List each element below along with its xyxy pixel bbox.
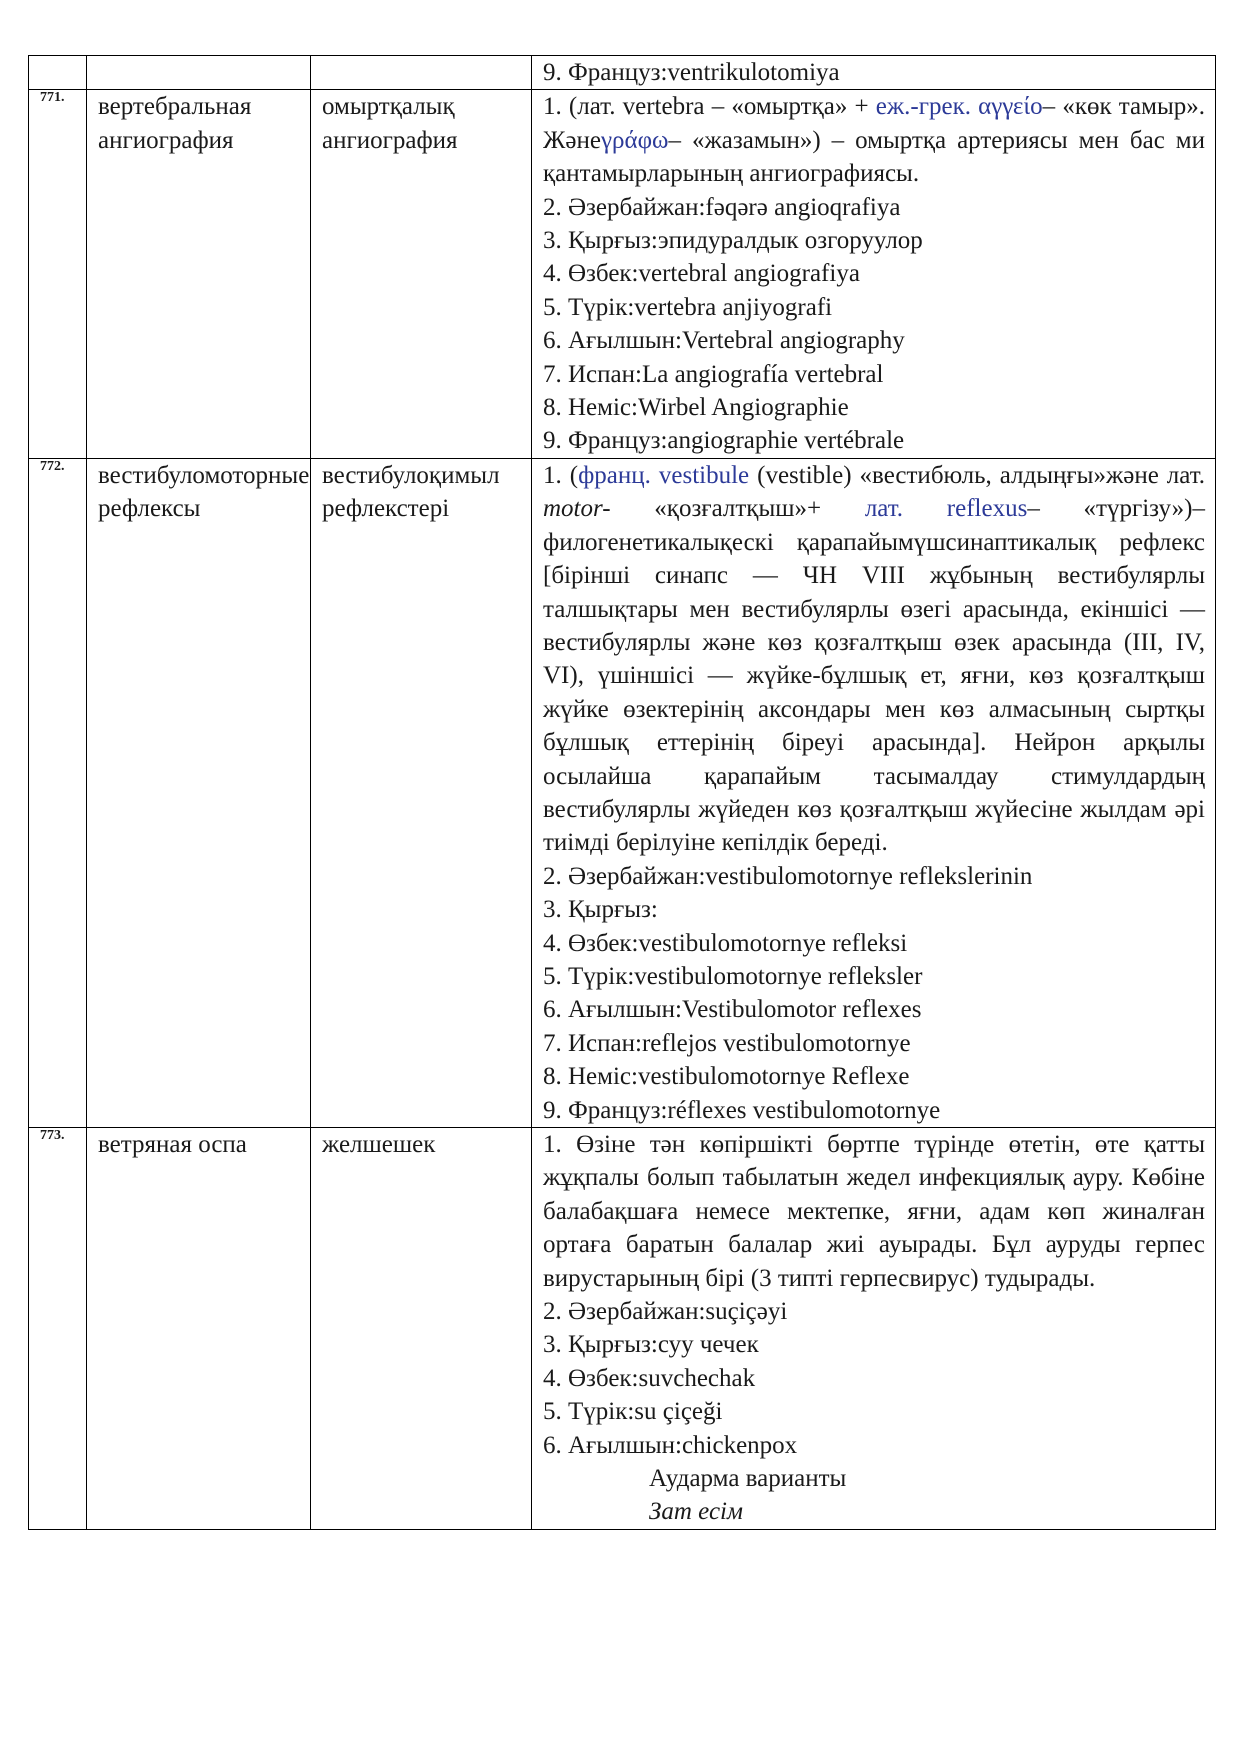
- entry-number: 773.: [29, 1128, 87, 1530]
- translation-line: 4. Өзбек:vertebral angiografiya: [543, 260, 860, 288]
- greek-etymon: γράφω: [600, 126, 669, 154]
- translation-line: 5. Түрік:su çiçeği: [543, 1398, 723, 1426]
- translation-line: 6. Ағылшын:Vertebral angiography: [543, 327, 905, 355]
- definition-text: 1. (франц. vestibule (vestible) «вестибюль, алдыңғы»және лат. motor- «қозғалтқыш»+ лат. reflexus– «түргізу»)– филогенетикалықескі қарапайымүшсинаптикалық рефлекс [бірінші синапс — ЧН VIII жұбының вестибулярлы талшықтары мен вестибулярлы өзегі арасында, екіншісі —вестибулярлы және көз қозғалтқыш өзек арасында (III, IV, VI), үшіншісі — жүйке-бұлшық ет, яғни, көз қозғалтқыш жүйке өзектерінің аксондары мен көз алмасының сыртқы бұлшық еттерінің біреуі арасында]. Нейрон арқылы осылайша қарапайым тасымалдау стимулдардың вестибулярлы жүйеден көз қозғалтқыш жүйесіне жылдам әрі тиімді берілуіне кепілдік береді.: [543, 461, 1206, 857]
- french-etymon: франц. vestibule: [578, 461, 750, 489]
- translation-line: 3. Қырғыз:эпидуралдык озгоруулор: [543, 227, 923, 255]
- translation-line: 6. Ағылшын:chickenpox: [543, 1431, 798, 1459]
- entry-number: 772.: [29, 458, 87, 1127]
- table-row: [29, 90, 1216, 458]
- translation-line: 7. Испан:reflejos vestibulomotornye: [543, 1029, 911, 1057]
- definition-cell: [532, 1128, 1216, 1530]
- kazakh-term: желшешек: [311, 1128, 532, 1530]
- russian-term: ветряная оспа: [87, 1128, 311, 1530]
- greek-etymon: еж.-грек. αγγείο: [875, 93, 1043, 121]
- entry-number: 771.: [29, 90, 87, 458]
- translation-line: 9. Француз:ventrikulotomiya: [543, 59, 840, 86]
- definition-text: 1. Өзіне тән көпіршікті бөртпе түрінде өтетін, өте қатты жұқпалы болып табылатын жедел инфекциялық ауру. Көбіне балабақшаға немесе мектепке, яғни, адам көп жиналған ортаға баратын балалар жиі ауырады. Бұл ауруды герпес вирустарының бірі (3 типті герпесвирус) тудырады.: [543, 1131, 1205, 1292]
- translation-line: 7. Испан:La angiografía vertebral: [543, 360, 884, 388]
- part-of-speech-label: Зат есім: [649, 1498, 743, 1526]
- translation-line: 3. Қырғыз:: [543, 896, 658, 924]
- translation-line: 2. Әзербайжан:suçiçəyi: [543, 1298, 788, 1326]
- translation-variants-heading: Аударма варианты: [649, 1465, 847, 1493]
- translation-line: 8. Неміс:Wirbel Angiographie: [543, 394, 849, 422]
- definition-cell: [532, 458, 1216, 1127]
- translation-line: 8. Неміс:vestibulomotornye Reflexe: [543, 1063, 910, 1091]
- latin-etymon: лат. reflexus: [864, 495, 1028, 523]
- definition-cell: [532, 90, 1216, 458]
- kazakh-term: [311, 56, 532, 90]
- latin-etymon: motor-: [543, 495, 611, 523]
- kazakh-term: омыртқалық ангиография: [311, 90, 532, 458]
- russian-term: вертебральная ангиография: [87, 90, 311, 458]
- table-row: [29, 458, 1216, 1127]
- translation-line: 2. Әзербайжан:fəqərə angioqrafiya: [543, 193, 901, 221]
- translation-line: 4. Өзбек:vestibulomotornye refleksi: [543, 929, 908, 957]
- table-row: [29, 1128, 1216, 1530]
- russian-term: [87, 56, 311, 90]
- russian-term: вестибуломоторные рефлексы: [87, 458, 311, 1127]
- kazakh-term: вестибулоқимыл рефлекстері: [311, 458, 532, 1127]
- dictionary-table: [28, 55, 1216, 1530]
- translation-line: 5. Түрік:vestibulomotornye refleksler: [543, 962, 923, 990]
- translation-line: 3. Қырғыз:суу чечек: [543, 1331, 759, 1359]
- table-row: [29, 56, 1216, 90]
- translation-line: 4. Өзбек:suvchechak: [543, 1364, 756, 1392]
- translation-line: 9. Француз:réflexes vestibulomotornye: [543, 1096, 941, 1124]
- entry-number: [29, 56, 87, 90]
- definition-cell: [532, 56, 1216, 90]
- translation-line: 6. Ағылшын:Vestibulomotor reflexes: [543, 996, 922, 1024]
- translation-line: 9. Француз:angiographie vertébrale: [543, 427, 905, 455]
- translation-line: 2. Әзербайжан:vestibulomotornye reflekslerinin: [543, 862, 1033, 890]
- definition-text: 1. (лат. vertebra – «омыртқа» + еж.-грек. αγγείο– «көк тамыр». Жәнеγράφω– «жазамын») – омыртқа артериясы мен бас ми қантамырларының ангиографиясы.: [543, 93, 1205, 188]
- translation-line: 5. Түрік:vertebra anjiyografi: [543, 293, 833, 321]
